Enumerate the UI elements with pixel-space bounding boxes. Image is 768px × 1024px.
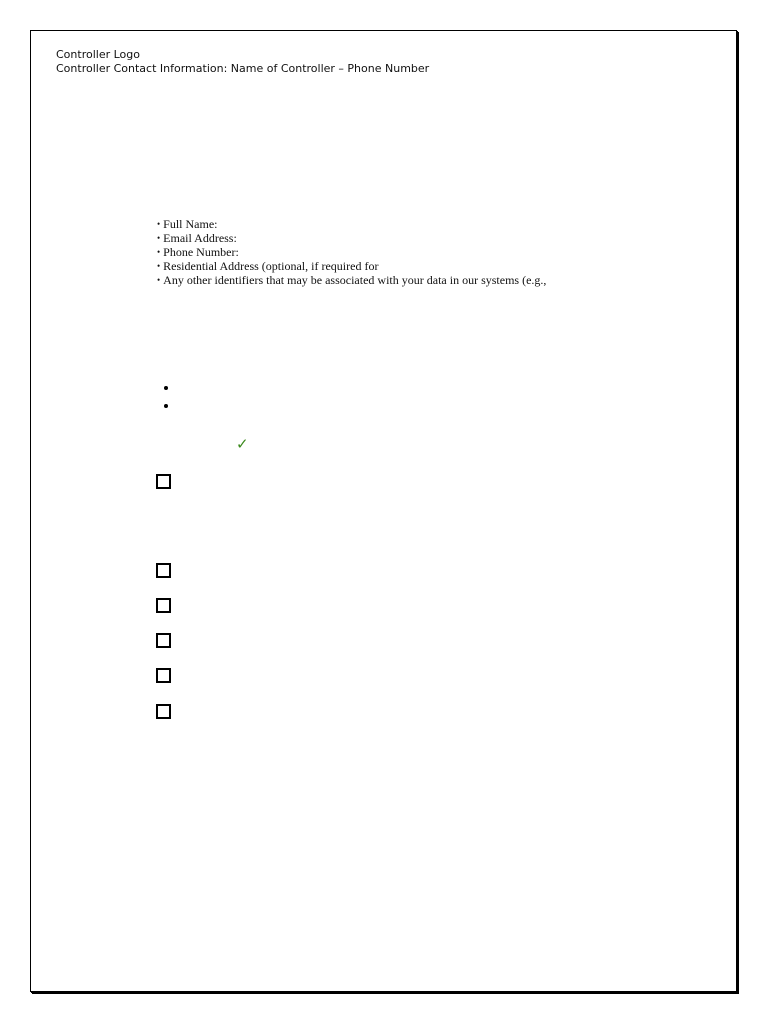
bullet-dot-2 [164,404,168,408]
checkbox-4[interactable] [156,633,171,648]
checkbox-6[interactable] [156,704,171,719]
document-header [56,48,429,76]
identifier-full-name: • Full Name: [157,218,546,232]
checkbox-2[interactable] [156,563,171,578]
checkbox-5[interactable] [156,668,171,683]
identifier-list [157,218,546,288]
bullet-dot-1 [164,386,168,390]
checkmark-icon: ✓ [236,435,249,453]
checkbox-1[interactable] [156,474,171,489]
identifier-other: • Any other identifiers that may be associated with your data in our systems (e.g., [157,274,546,288]
controller-logo-placeholder: Controller Logo [56,48,140,61]
checkbox-3[interactable] [156,598,171,613]
identifier-address: • Residential Address (optional, if required for [157,260,546,274]
controller-contact-info: Controller Contact Information: Name of Controller – Phone Number [56,62,430,75]
document-page [30,30,737,992]
identifier-phone: • Phone Number: [157,246,546,260]
identifier-email: • Email Address: [157,232,546,246]
